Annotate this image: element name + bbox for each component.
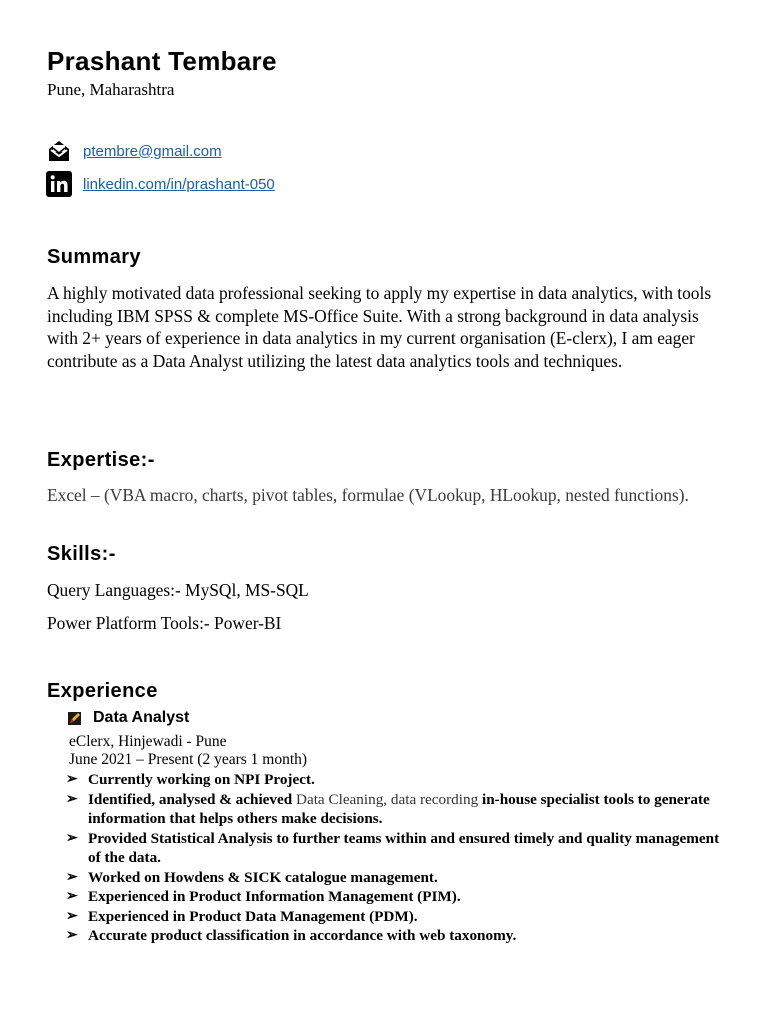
arrowhead-bullet-icon: ➢: [66, 830, 78, 846]
candidate-location: Pune, Maharashtra: [47, 80, 175, 99]
list-item: ➢ Currently working on NPI Project.: [66, 771, 315, 788]
job-period: June 2021 – Present (2 years 1 month): [69, 751, 308, 768]
linkedin-icon: [46, 171, 72, 197]
arrowhead-bullet-icon: ➢: [66, 889, 78, 904]
list-item: ➢ Provided Statistical Analysis to further teams within and ensured timely and quality management of the data.: [66, 829, 720, 866]
arrowhead-bullet-icon: ➢: [66, 928, 78, 943]
skill-query-languages: Query Languages:- MySQl, MS-SQL: [47, 580, 309, 600]
linkedin-link[interactable]: linkedin.com/in/prashant-050: [83, 175, 275, 193]
email-contact: [46, 138, 222, 164]
arrowhead-bullet-icon: ➢: [66, 791, 78, 807]
arrowhead-bullet-icon: ➢: [66, 908, 78, 924]
list-item: ➢ Experienced in Product Data Management (PDM).: [66, 907, 418, 925]
arrowhead-bullet-icon: ➢: [66, 869, 78, 885]
linkedin-contact: [46, 171, 275, 197]
job-title-text: Data Analyst: [93, 709, 190, 726]
list-item: ➢ Worked on Howdens & SICK catalogue management.: [66, 868, 438, 886]
list-item: ➢ Accurate product classification in accordance with web taxonomy.: [66, 927, 517, 944]
candidate-name: Prashant Tembare: [47, 46, 277, 76]
pencil-icon: [68, 712, 81, 725]
summary-text: A highly motivated data professional seeking to apply my expertise in data analytics, with tools including IBM SPSS & complete MS-Office Suite. With a strong background in data analysis with 2+ years of experience in data analytics in my current organisation (E-clerx), I am eager contribute as a Data Analyst utilizing the latest data analytics tools and techniques.: [47, 283, 712, 371]
skills-heading: Skills:-: [47, 543, 116, 565]
expertise-text: Excel – (VBA macro, charts, pivot tables, formulae (VLookup, HLookup, nested functions).: [47, 485, 689, 505]
experience-bullets: [66, 770, 726, 946]
list-item: ➢ Experienced in Product Information Management (PIM).: [66, 888, 461, 905]
job-title: [68, 709, 189, 727]
skill-power-platform: Power Platform Tools:- Power-BI: [47, 613, 282, 633]
summary-heading: Summary: [47, 246, 141, 268]
arrowhead-bullet-icon: ➢: [66, 772, 78, 787]
list-item: ➢ Identified, analysed & achieved Data Cleaning, data recording in-house specialist tools to generate information that helps others make decisions.: [66, 790, 710, 827]
job-company: eClerx, Hinjewadi - Pune: [69, 733, 227, 750]
envelope-icon: [46, 138, 72, 164]
email-link[interactable]: ptembre@gmail.com: [83, 142, 222, 160]
expertise-heading: Expertise:-: [47, 449, 155, 471]
experience-heading: Experience: [47, 680, 158, 702]
